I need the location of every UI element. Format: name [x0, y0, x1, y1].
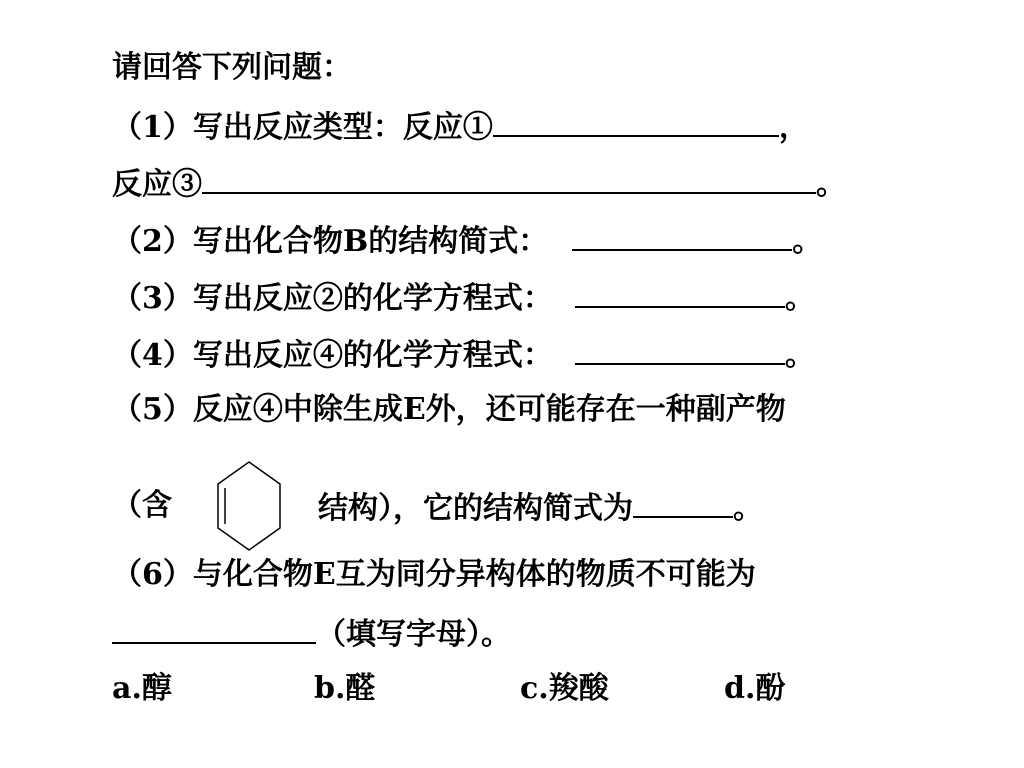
q1-period: 。 [816, 167, 846, 202]
option-b[interactable]: b.醛 [314, 671, 376, 706]
q4-period: 。 [784, 338, 815, 373]
question-6-line-2 [112, 612, 511, 655]
question-5-text-start: （含 [112, 488, 172, 523]
question-5-line-1: （5）反应④中除生成E外，还可能存在一种副产物 [112, 392, 786, 427]
option-c[interactable]: c.羧酸 [520, 671, 609, 706]
q1-answer-blank-1[interactable] [493, 105, 779, 137]
q1-answer-blank-2[interactable] [202, 162, 816, 194]
question-1-line-1 [112, 105, 809, 148]
q4-text: （4）写出反应④的化学方程式： [112, 338, 553, 373]
question-5-line-2 [318, 486, 763, 529]
option-a[interactable]: a.醇 [112, 671, 172, 706]
q1-comma: ， [778, 110, 809, 145]
q5-period: 。 [733, 491, 763, 526]
q5-answer-blank[interactable] [633, 486, 733, 518]
q3-answer-blank[interactable] [575, 276, 785, 308]
question-6-line-1: （6）与化合物E互为同分异构体的物质不可能为 [112, 557, 756, 592]
question-4-line [112, 333, 815, 376]
q6-answer-blank[interactable] [112, 612, 316, 644]
question-3-line [112, 276, 815, 319]
q2-answer-blank[interactable] [572, 219, 792, 251]
question-1-line-2 [112, 162, 846, 205]
cyclohexene-ring-icon [214, 460, 284, 552]
q6-text-b: （填写字母）。 [316, 617, 511, 652]
question-2-line [112, 219, 822, 262]
option-d[interactable]: d.酚 [724, 671, 786, 706]
q3-text: （3）写出反应②的化学方程式： [112, 281, 553, 316]
q5-text-mid: 结构），它的结构简式为 [318, 491, 633, 526]
q1-text-b: 反应③ [112, 167, 202, 202]
q3-period: 。 [784, 281, 815, 316]
q2-period: 。 [792, 224, 823, 259]
q2-text: （2）写出化合物B的结构简式： [112, 224, 549, 259]
q4-answer-blank[interactable] [575, 333, 785, 365]
intro-text: 请回答下列问题： [112, 50, 352, 85]
q1-text-a: （1）写出反应类型：反应① [112, 110, 493, 145]
